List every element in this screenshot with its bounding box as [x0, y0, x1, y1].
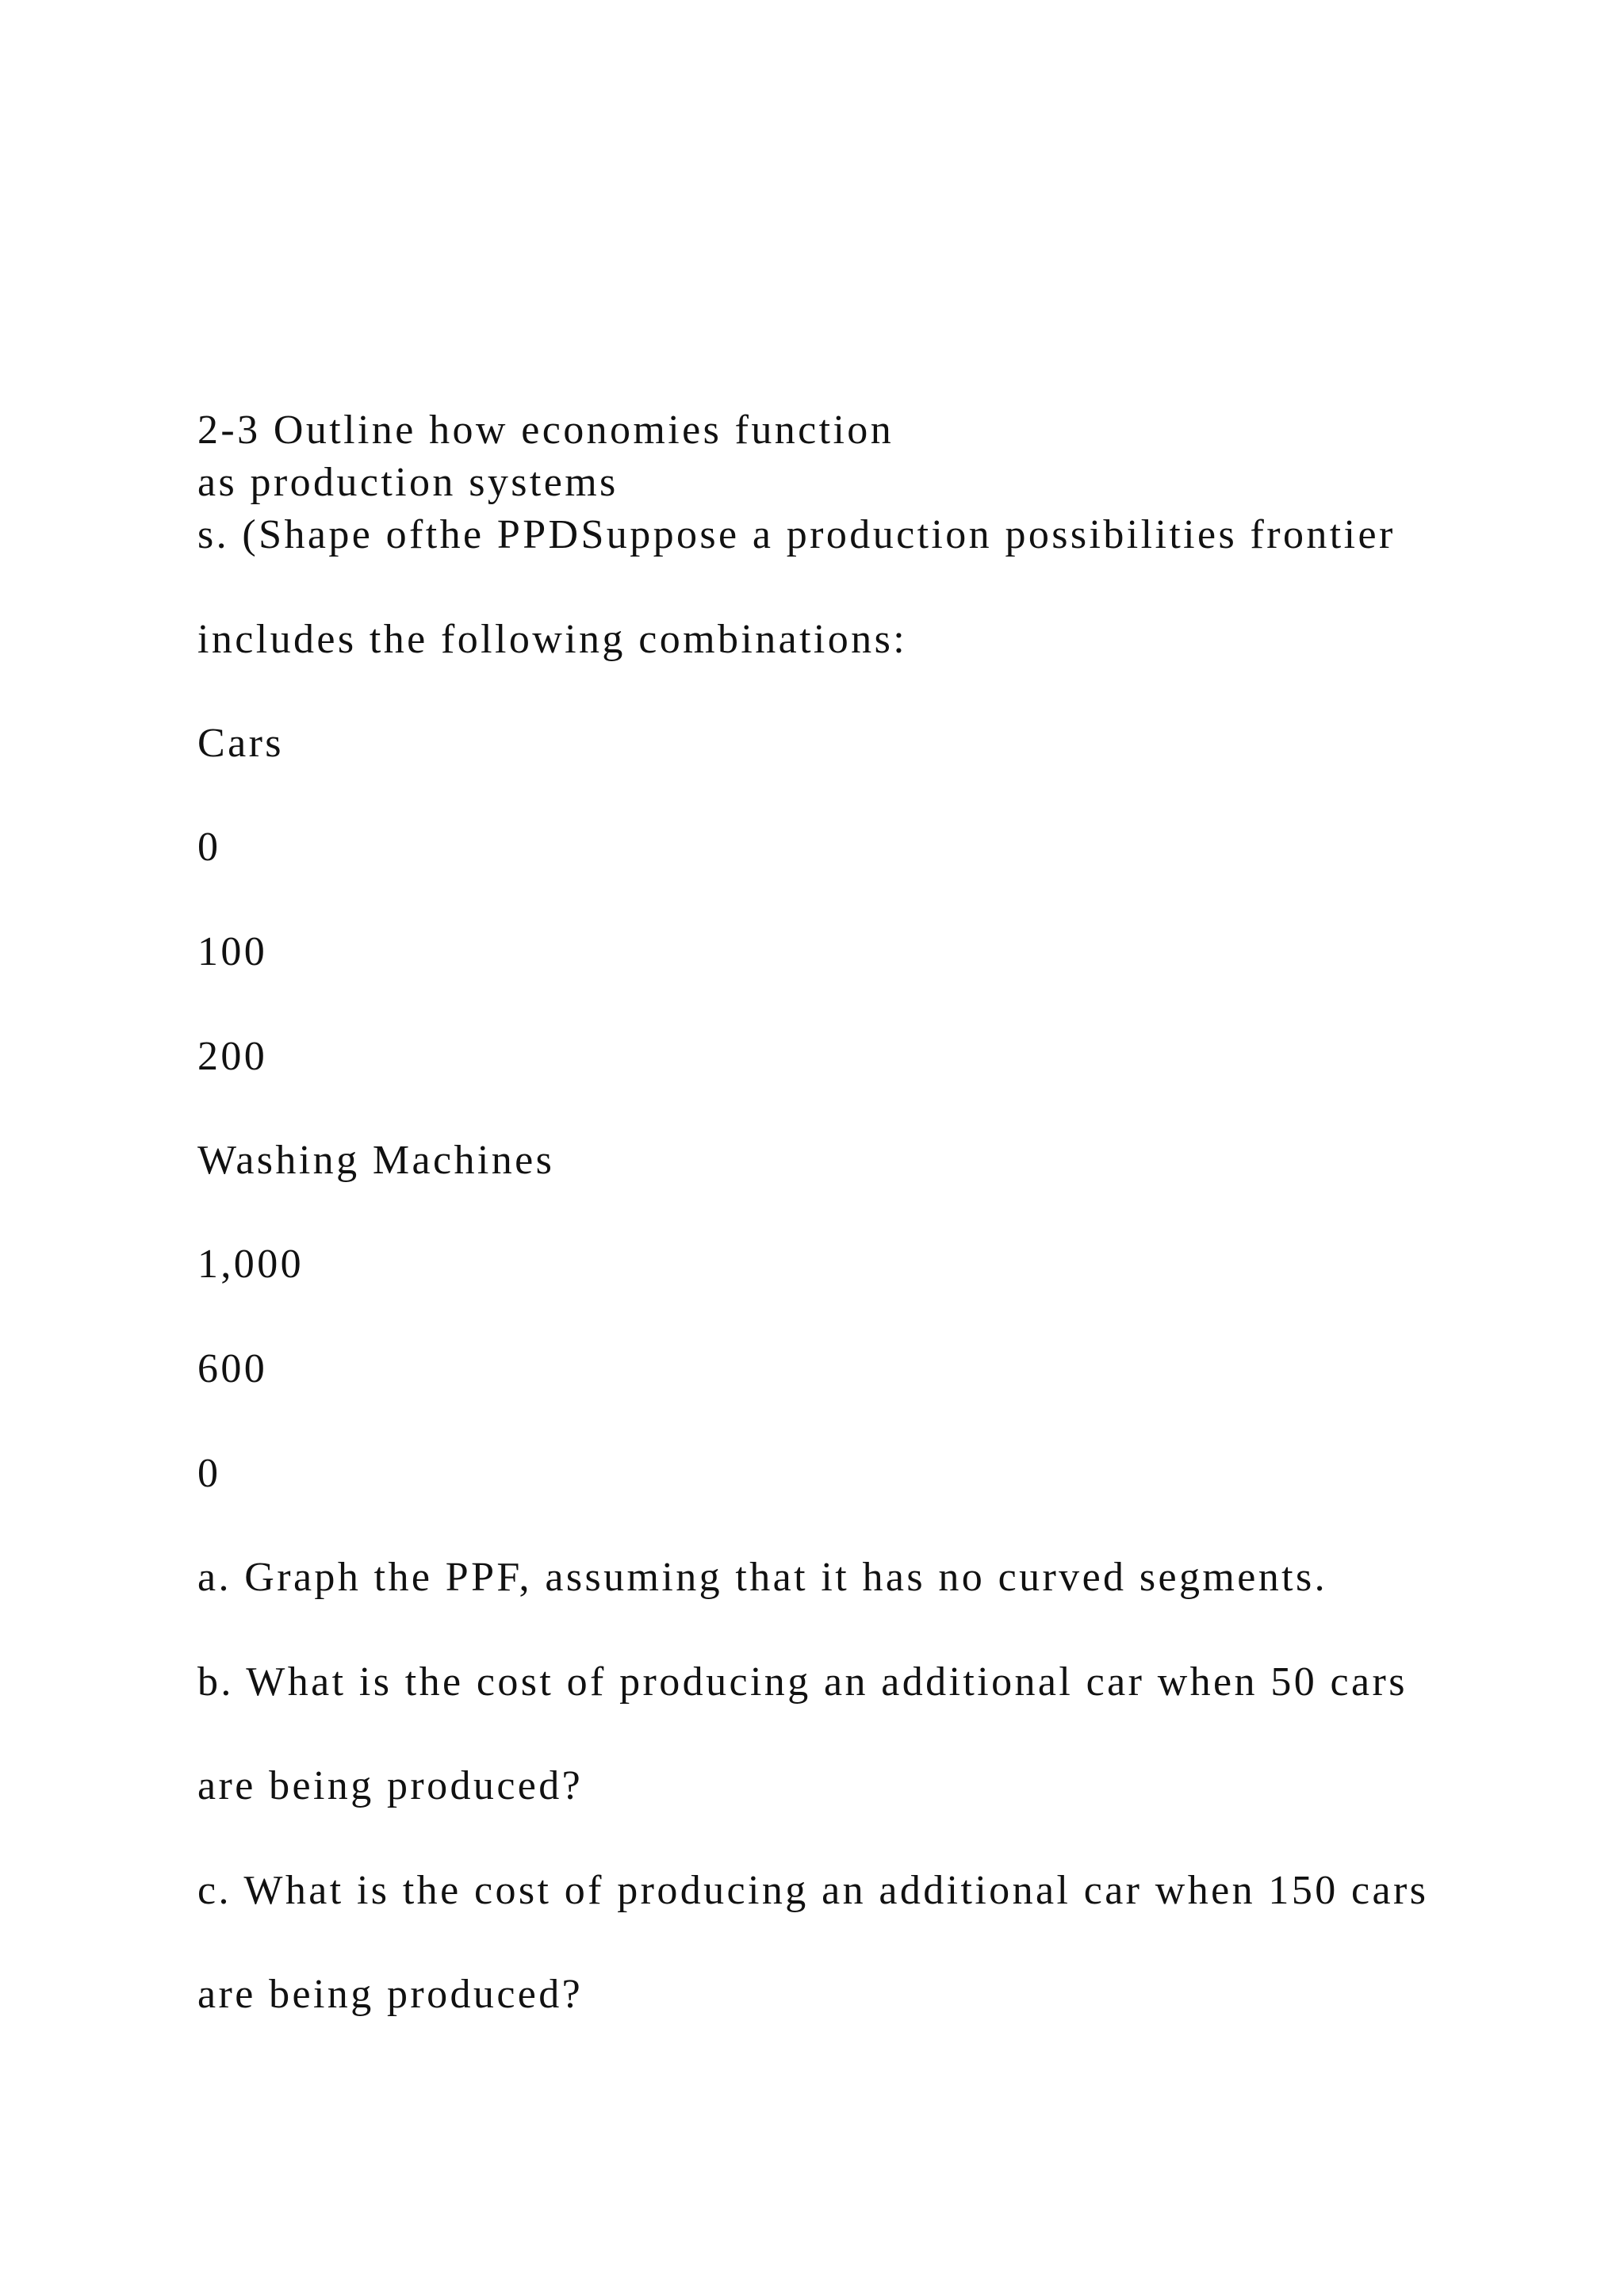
washing-machines-value: 600 [197, 1346, 268, 1391]
question-b-line-1: b. What is the cost of producing an additional car when 50 cars [197, 1659, 1408, 1705]
intro-line-1: s. (Shape ofthe PPDSuppose a production possibilities frontier [197, 512, 1396, 557]
cars-value: 200 [197, 1034, 268, 1079]
question-a: a. Graph the PPF, assuming that it has no curved segments. [197, 1555, 1327, 1600]
cars-label: Cars [197, 721, 284, 766]
cars-value: 0 [197, 825, 221, 870]
heading-line-2: as production systems [197, 460, 619, 505]
question-c-line-1: c. What is the cost of producing an additional car when 150 cars [197, 1868, 1429, 1913]
intro-line-2: includes the following combinations: [197, 617, 908, 662]
heading-line-1: 2-3 Outline how economies function [197, 408, 894, 453]
question-c-line-2: are being produced? [197, 1972, 584, 2017]
washing-machines-label: Washing Machines [197, 1138, 555, 1183]
cars-value: 100 [197, 929, 268, 974]
question-b-line-2: are being produced? [197, 1763, 584, 1808]
washing-machines-value: 0 [197, 1451, 221, 1496]
washing-machines-value: 1,000 [197, 1242, 304, 1287]
